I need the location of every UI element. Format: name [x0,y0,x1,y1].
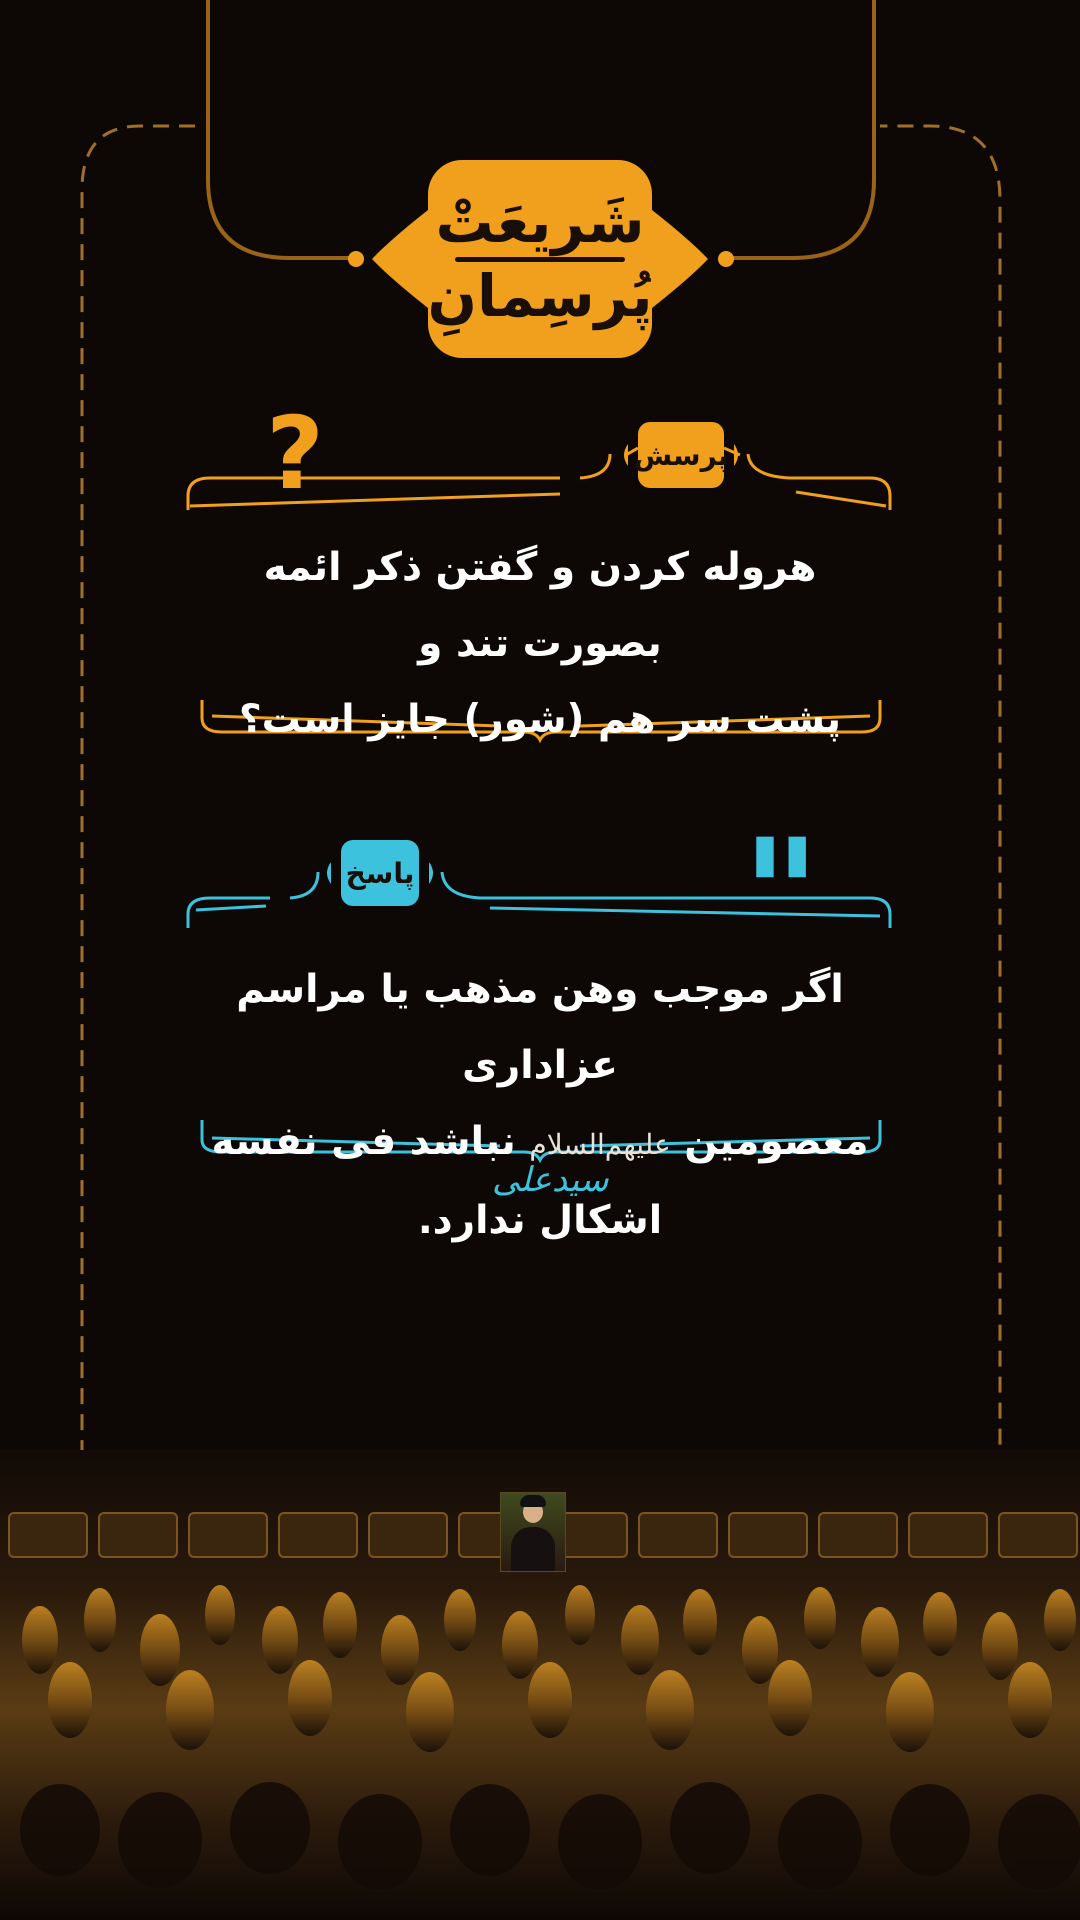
question-badge: پرسش [638,422,724,488]
quote-icon: " [742,808,813,982]
banner [98,1512,178,1558]
portrait [500,1492,566,1572]
logo-divider [455,257,625,262]
banner [278,1512,358,1558]
answer-badge: پاسخ [341,840,419,906]
question-mark-icon: ? [266,395,325,512]
logo-line-2: پُرسِمانِ [427,261,653,330]
signature: سیدعلی [492,1160,609,1200]
logo-line-1: شَریعَتْ [435,187,645,256]
banner [728,1512,808,1558]
answer-line-2-end: نباشد فی نفسه اشکال ندارد. [211,1119,663,1243]
crowd-photo [0,1450,1080,1920]
banner [638,1512,718,1558]
question-line-2: پشت سر هم (شور) جایز است؟ [239,697,841,742]
answer-line-1: اگر موجب وهن مذهب یا مراسم عزاداری [236,967,844,1088]
answer-line-2-start: معصومین [684,1119,869,1164]
question-line-1: هروله کردن و گفتن ذکر ائمه بصورت تند و [263,545,817,666]
honorific-calligraphy: علیهم‌السلام [529,1128,671,1161]
question-text [190,530,890,758]
banner [368,1512,448,1558]
brand-logo [428,160,652,358]
answer-text [190,952,890,1259]
banner [818,1512,898,1558]
banner [998,1512,1078,1558]
banner [908,1512,988,1558]
banner [188,1512,268,1558]
banner [8,1512,88,1558]
raised-hands [0,1580,1080,1920]
